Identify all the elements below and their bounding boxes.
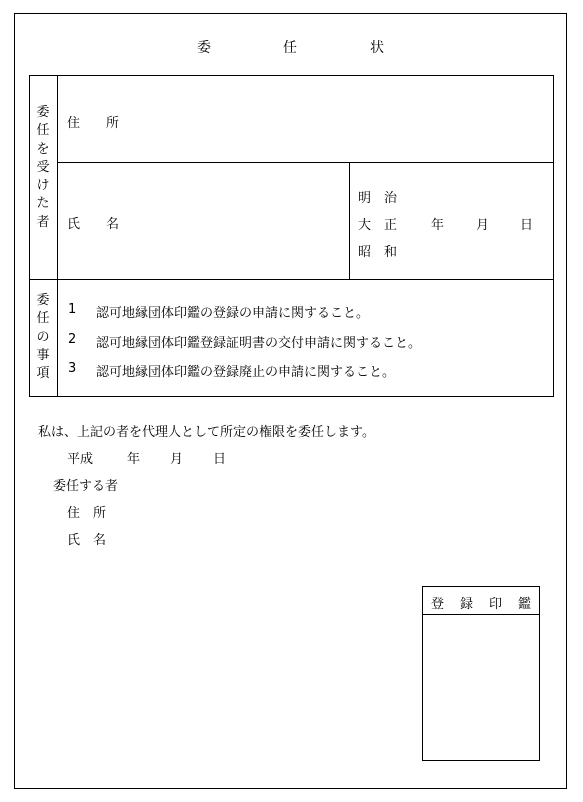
recipient-side-label: 委 任 を 受 け た 者 (36, 105, 50, 230)
seal-box-divider (422, 614, 540, 615)
date-unit-day: 日 (213, 452, 227, 467)
date-era: 平成 (67, 452, 94, 467)
delegation-statement: 私は、上記の者を代理人として所定の権限を委任します。 (38, 425, 375, 440)
recipient-name-label: 氏 名 (67, 217, 120, 232)
matter-text: 認可地縁団体印鑑登録証明書の交付申請に関すること。 (96, 336, 422, 351)
title-char: 状 (370, 40, 384, 56)
era-meiji: 明 治 (358, 191, 398, 206)
recipient-table (29, 75, 554, 280)
table-divider (57, 75, 58, 280)
matter-number: 1 (68, 302, 77, 317)
table-divider (57, 162, 554, 163)
principal-name-label: 氏 名 (67, 533, 107, 548)
matter-number: 3 (68, 361, 77, 376)
table-divider (57, 279, 58, 397)
seal-label-char: 登 (431, 597, 445, 612)
matter-text: 認可地縁団体印鑑の登録廃止の申請に関すること。 (96, 365, 396, 380)
matter-text: 認可地縁団体印鑑の登録の申請に関すること。 (96, 306, 370, 321)
era-taisho: 大 正 (358, 218, 398, 233)
seal-label-char: 印 (489, 597, 503, 612)
date-unit-day: 日 (520, 218, 534, 233)
registered-seal-box (422, 586, 540, 761)
title-char: 任 (283, 40, 297, 56)
era-showa: 昭 和 (358, 245, 398, 260)
date-unit-year: 年 (431, 218, 445, 233)
matters-side-label: 委 任 の 事 項 (36, 293, 50, 382)
seal-label-char: 鑑 (518, 597, 532, 612)
title-char: 委 (197, 40, 211, 56)
recipient-address-label: 住 所 (67, 116, 120, 131)
matter-number: 2 (68, 332, 77, 347)
date-unit-month: 月 (170, 452, 184, 467)
principal-address-label: 住 所 (67, 506, 107, 521)
date-unit-month: 月 (476, 218, 490, 233)
date-unit-year: 年 (127, 452, 141, 467)
table-divider (349, 162, 350, 280)
principal-heading: 委任する者 (53, 479, 119, 494)
seal-label-char: 録 (460, 597, 474, 612)
